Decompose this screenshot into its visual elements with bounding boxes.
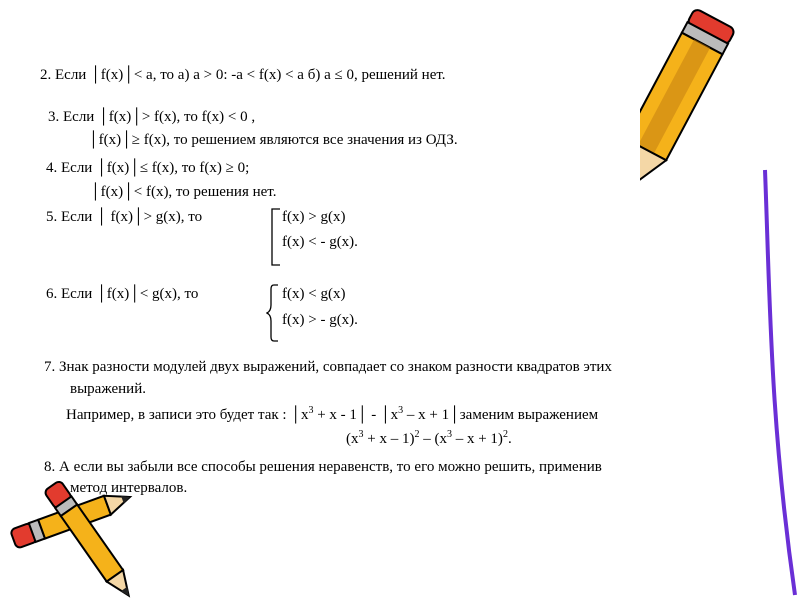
rule-6-case-1: f(x) < g(x) xyxy=(282,286,346,302)
exponent: 3 xyxy=(398,405,404,416)
exponent: 3 xyxy=(446,429,452,440)
system-bracket xyxy=(268,207,282,269)
sq-part-4: – x + 1) xyxy=(451,431,503,447)
rule-5-line-1: 5. Если │ f(x)│> g(x), то xyxy=(46,209,203,225)
rule-5-case-2: f(x) < - g(x). xyxy=(282,234,358,250)
exponent: 3 xyxy=(358,429,364,440)
rule-7-line-2: выражений. xyxy=(70,381,146,397)
rule-7-line-1: 7. Знак разности модулей двух выражений, совпадает со знаком разности квадратов этих xyxy=(44,359,612,375)
rule-2: 2. Если │f(x)│< a, то а) a > 0: -a < f(x) < a б) a ≤ 0, решений нет. xyxy=(40,67,446,83)
pencil-icon xyxy=(640,0,800,220)
example-part-2: + x - 1│ - │x xyxy=(313,407,399,423)
example-prefix: Например, в записи это будет так : │x xyxy=(66,407,309,423)
rule-5-case-1: f(x) > g(x) xyxy=(282,209,346,225)
sq-part-5: . xyxy=(507,431,512,447)
rule-4-line-1: 4. Если │f(x)│≤ f(x), то f(x) ≥ 0; xyxy=(46,160,250,176)
system-bracket xyxy=(266,283,280,345)
example-line xyxy=(66,406,598,424)
rule-8-line-1: 8. А если вы забыли все способы решения неравенств, то его можно решить, применив xyxy=(44,459,602,475)
sq-part-3: – (x xyxy=(419,431,447,447)
squares-expression xyxy=(346,430,512,448)
exponent: 3 xyxy=(308,405,314,416)
exponent: 2 xyxy=(414,429,420,440)
example-part-3: – x + 1│заменим выражением xyxy=(403,407,599,423)
rule-3-line-1: 3. Если │f(x)│> f(x), то f(x) < 0 , xyxy=(48,109,256,125)
rule-3-line-2: │f(x)│≥ f(x), то решением являются все значения из ОДЗ. xyxy=(88,132,458,148)
exponent: 2 xyxy=(502,429,508,440)
rule-6-case-2: f(x) > - g(x). xyxy=(282,312,358,328)
rule-8-line-2: метод интервалов. xyxy=(70,480,188,496)
sq-part-2: + x – 1) xyxy=(363,431,415,447)
rule-4-line-2: │f(x)│< f(x), то решения нет. xyxy=(90,184,277,200)
rule-6-line-1: 6. Если │f(x)│< g(x), то xyxy=(46,286,199,302)
sq-part-1: (x xyxy=(346,431,359,447)
